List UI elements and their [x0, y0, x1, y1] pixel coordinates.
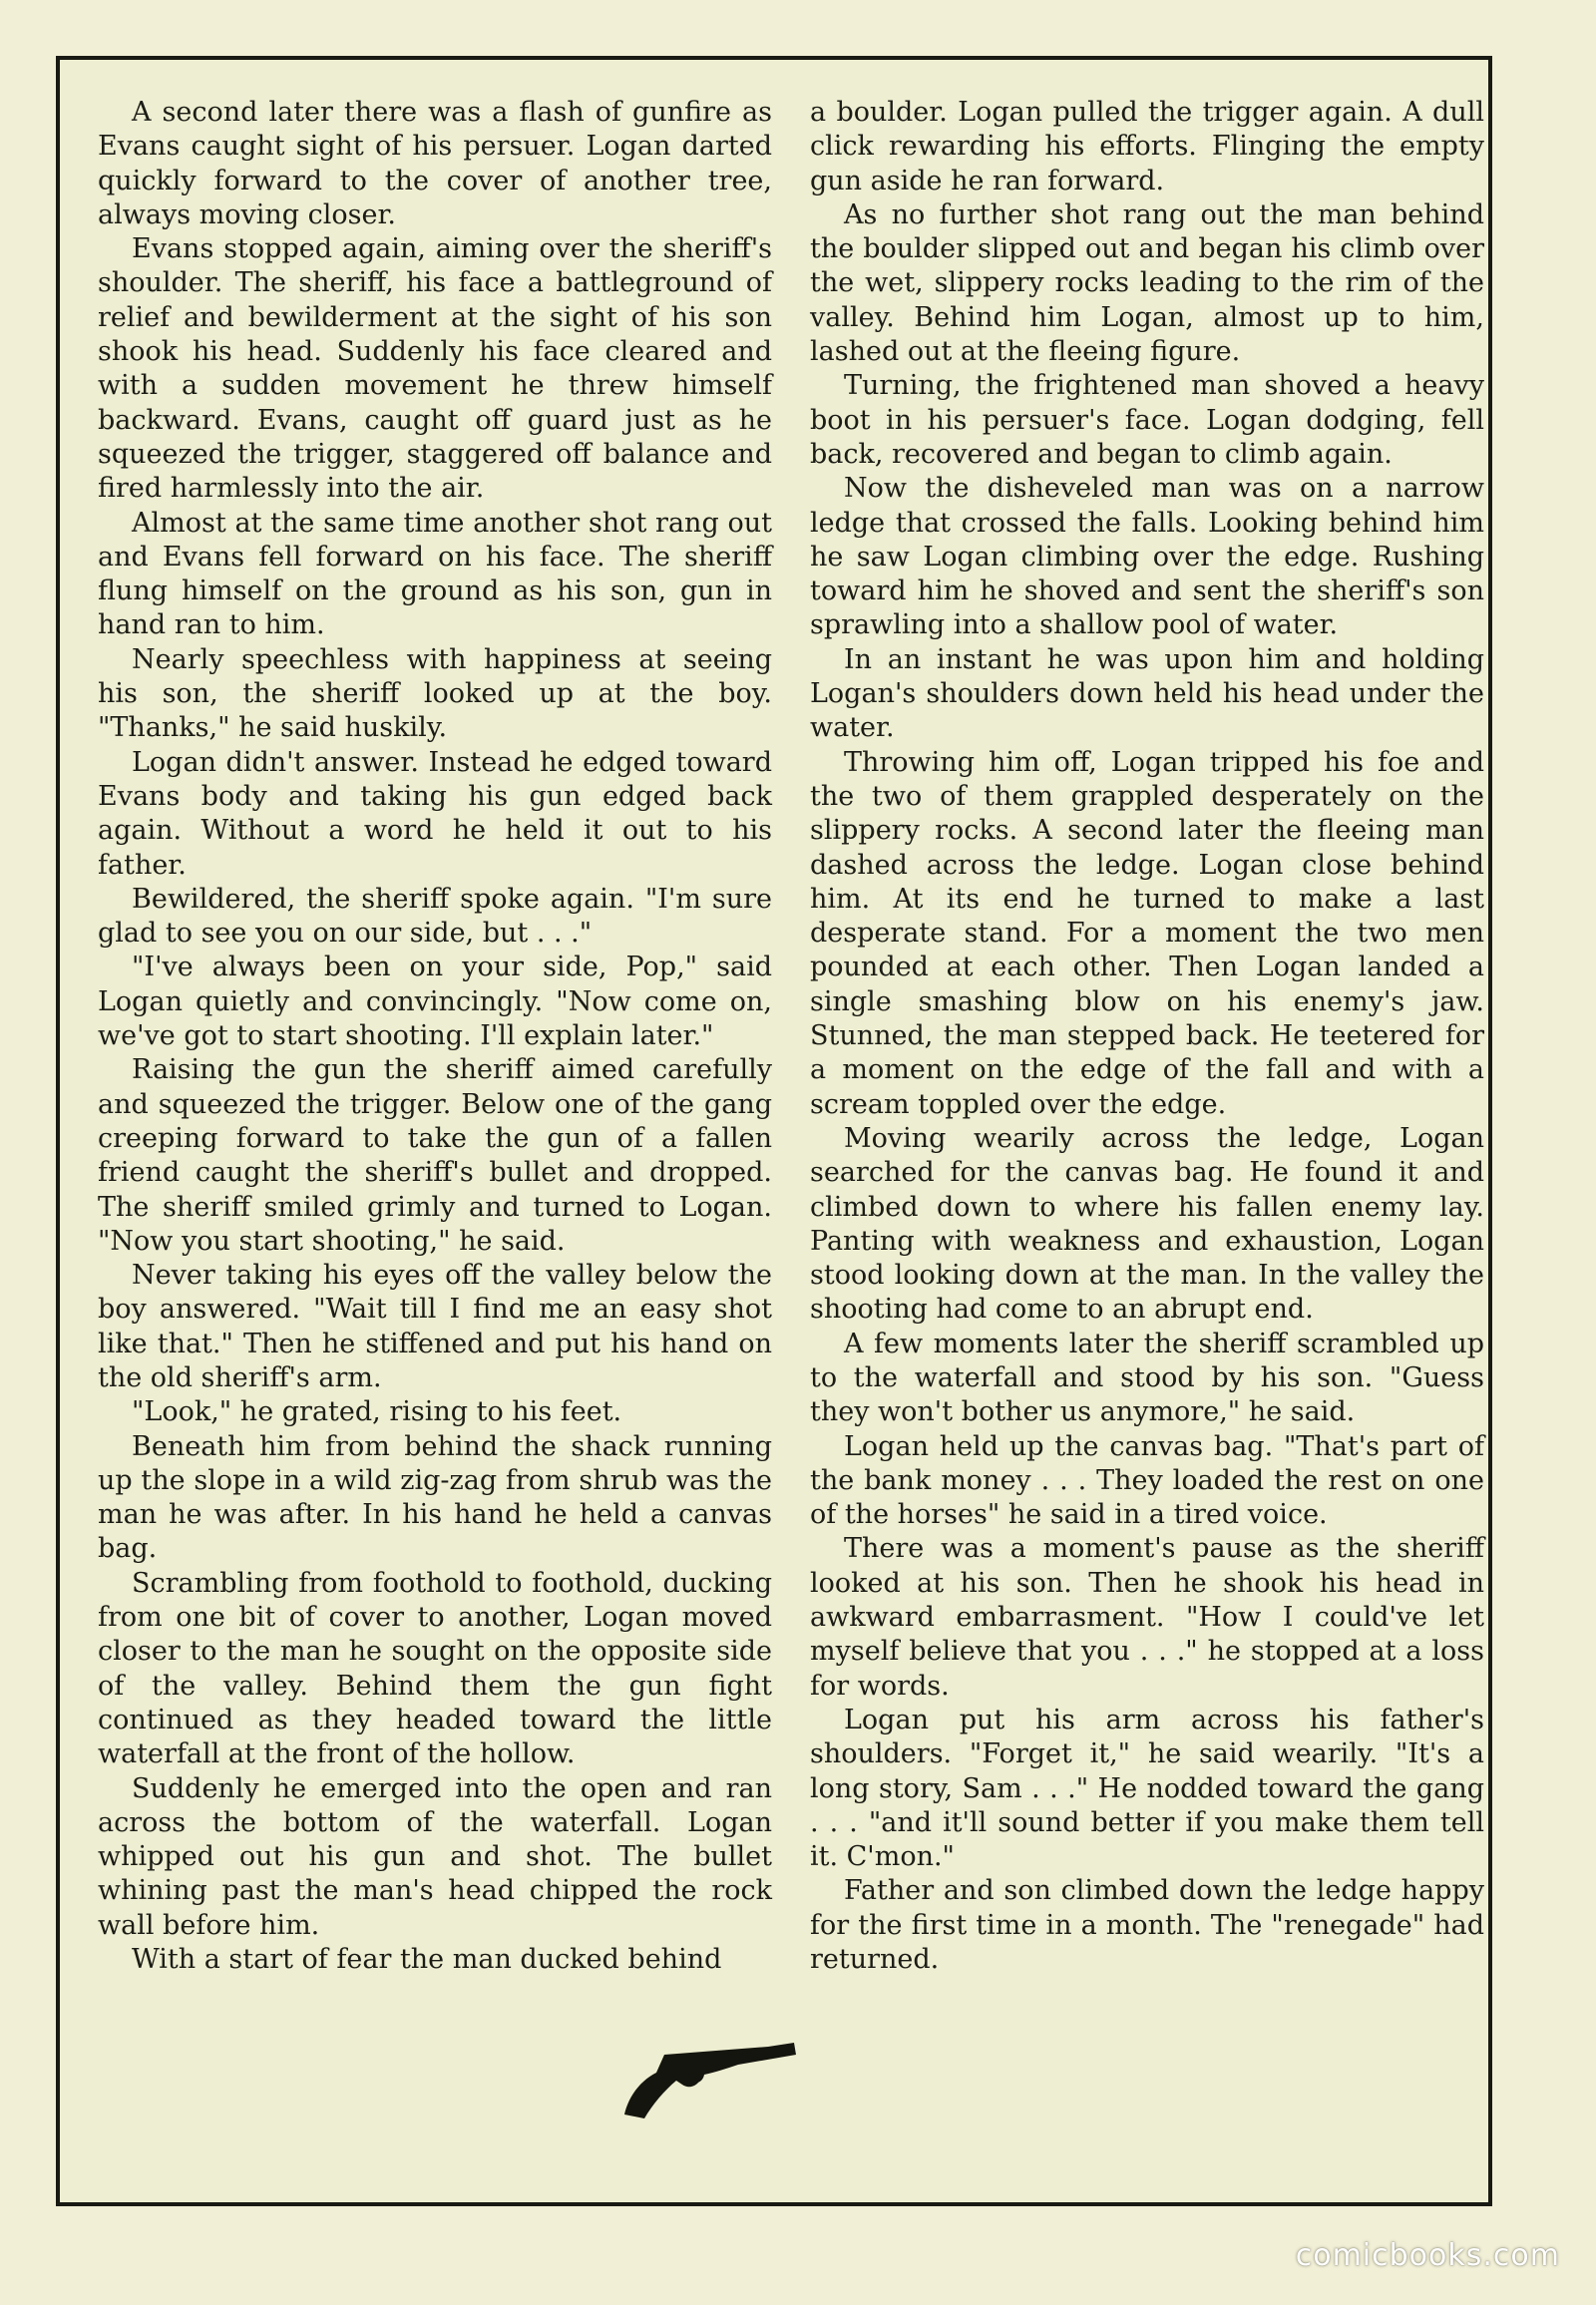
paragraph: Raising the gun the sheriff aimed carefully and squeezed the trigger. Below one of the gang creeping forward to take the gun of a fallen friend caught the sheriff's bullet and dropped. The sheriff smiled grimly and turned to Logan. "Now you start shooting," he said.	[98, 1054, 772, 1257]
paragraph: Never taking his eyes off the valley below the boy answered. "Wait till I find me an easy shot like that." Then he stiffened and put his hand on the old sheriff's arm.	[98, 1260, 772, 1393]
paragraph: "Look," he grated, rising to his feet.	[132, 1396, 622, 1428]
paragraph: A few moments later the sheriff scrambled up to the waterfall and stood by his son. "Guess they won't bother us anymore," he said.	[810, 1328, 1484, 1428]
paragraph: Logan held up the canvas bag. "That's part of the bank money . . . They loaded the rest on one of the horses" he said in a tired voice.	[810, 1430, 1484, 1531]
pistol-icon	[618, 2015, 798, 2124]
right-column	[810, 96, 1484, 1977]
paragraph: Throwing him off, Logan tripped his foe and the two of them grappled desperately on the slippery rocks. A second later the fleeing man dashed across the ledge. Logan close behind him. At its end he turned to make a last desperate stand. For a moment the two men pounded at each other. Then Logan landed a single smashing blow on his enemy's jaw. Stunned, the man stepped back. He teetered for a moment on the edge of the fall and with a scream toppled over the edge.	[810, 746, 1484, 1120]
text-page-frame	[56, 56, 1492, 2206]
paragraph: Moving wearily across the ledge, Logan searched for the canvas bag. He found it and climbed down to where his fallen enemy lay. Panting with weakness and exhaustion, Logan stood looking down at the man. In the valley the shooting had come to an abrupt end.	[810, 1122, 1484, 1326]
watermark: comicbooks.com	[1295, 2238, 1560, 2273]
paragraph: There was a moment's pause as the sheriff looked at his son. Then he shook his head in awkward embarrasment. "How I could've let myself believe that you . . ." he stopped at a loss for words.	[810, 1533, 1484, 1702]
paragraph: Logan put his arm across his father's shoulders. "Forget it," he said wearily. "It's a long story, Sam . . ." He nodded toward the gang . . . "and it'll sound better if you make them tell it. C'mon."	[810, 1704, 1484, 1873]
paragraph: Now the disheveled man was on a narrow ledge that crossed the falls. Looking behind him he saw Logan climbing over the edge. Rushing toward him he shoved and sent the sheriff's son sprawling into a shallow pool of water.	[810, 473, 1484, 641]
paragraph: "I've always been on your side, Pop," said Logan quietly and convincingly. "Now come on, we've got to start shooting. I'll explain later."	[98, 952, 772, 1052]
paragraph: Logan didn't answer. Instead he edged toward Evans body and taking his gun edged back again. Without a word he held it out to his father.	[98, 746, 772, 881]
paragraph: A second later there was a flash of gunfire as Evans caught sight of his persuer. Logan darted quickly forward to the cover of another tree, always moving closer.	[98, 97, 772, 230]
paragraph: With a start of fear the man ducked behind	[132, 1944, 722, 1976]
paragraph: Suddenly he emerged into the open and ran across the bottom of the waterfall. Logan whipped out his gun and shot. The bullet whining past the man's head chipped the rock wall before him.	[98, 1772, 772, 1941]
paragraph: Scrambling from foothold to foothold, ducking from one bit of cover to another, Logan moved closer to the man he sought on the opposite side of the valley. Behind them the gun fight continued as they headed toward the little waterfall at the front of the hollow.	[98, 1567, 772, 1770]
paragraph: Nearly speechless with happiness at seeing his son, the sheriff looked up at the boy. "Thanks," he said huskily.	[98, 643, 772, 744]
paragraph: Almost at the same time another shot rang out and Evans fell forward on his face. The sheriff flung himself on the ground as his son, gun in hand ran to him.	[98, 507, 772, 641]
left-column	[98, 96, 772, 1977]
paragraph: Beneath him from behind the shack running up the slope in a wild zig-zag from shrub was the man he was after. In his hand he held a canvas bag.	[98, 1430, 772, 1565]
paragraph: As no further shot rang out the man behind the boulder slipped out and began his climb over the wet, slippery rocks leading to the rim of the valley. Behind him Logan, almost up to him, lashed out at the fleeing figure.	[810, 198, 1484, 368]
paragraph: Bewildered, the sheriff spoke again. "I'm sure glad to see you on our side, but . . ."	[98, 883, 772, 950]
paragraph: Father and son climbed down the ledge happy for the first time in a month. The "renegade" had returned.	[810, 1875, 1484, 1976]
paragraph: Turning, the frightened man shoved a heavy boot in his persuer's face. Logan dodging, fell back, recovered and began to climb again.	[810, 370, 1484, 470]
paragraph: Evans stopped again, aiming over the sheriff's shoulder. The sheriff, his face a battleground of relief and bewilderment at the sight of his son shook his head. Suddenly his face cleared and with a sudden movement he threw himself backward. Evans, caught off guard just as he squeezed the trigger, staggered off balance and fired harmlessly into the air.	[98, 233, 772, 505]
paragraph: In an instant he was upon him and holding Logan's shoulders down held his head under the water.	[810, 643, 1484, 744]
paragraph: a boulder. Logan pulled the trigger again. A dull click rewarding his efforts. Flinging the empty gun aside he ran forward.	[810, 97, 1484, 196]
